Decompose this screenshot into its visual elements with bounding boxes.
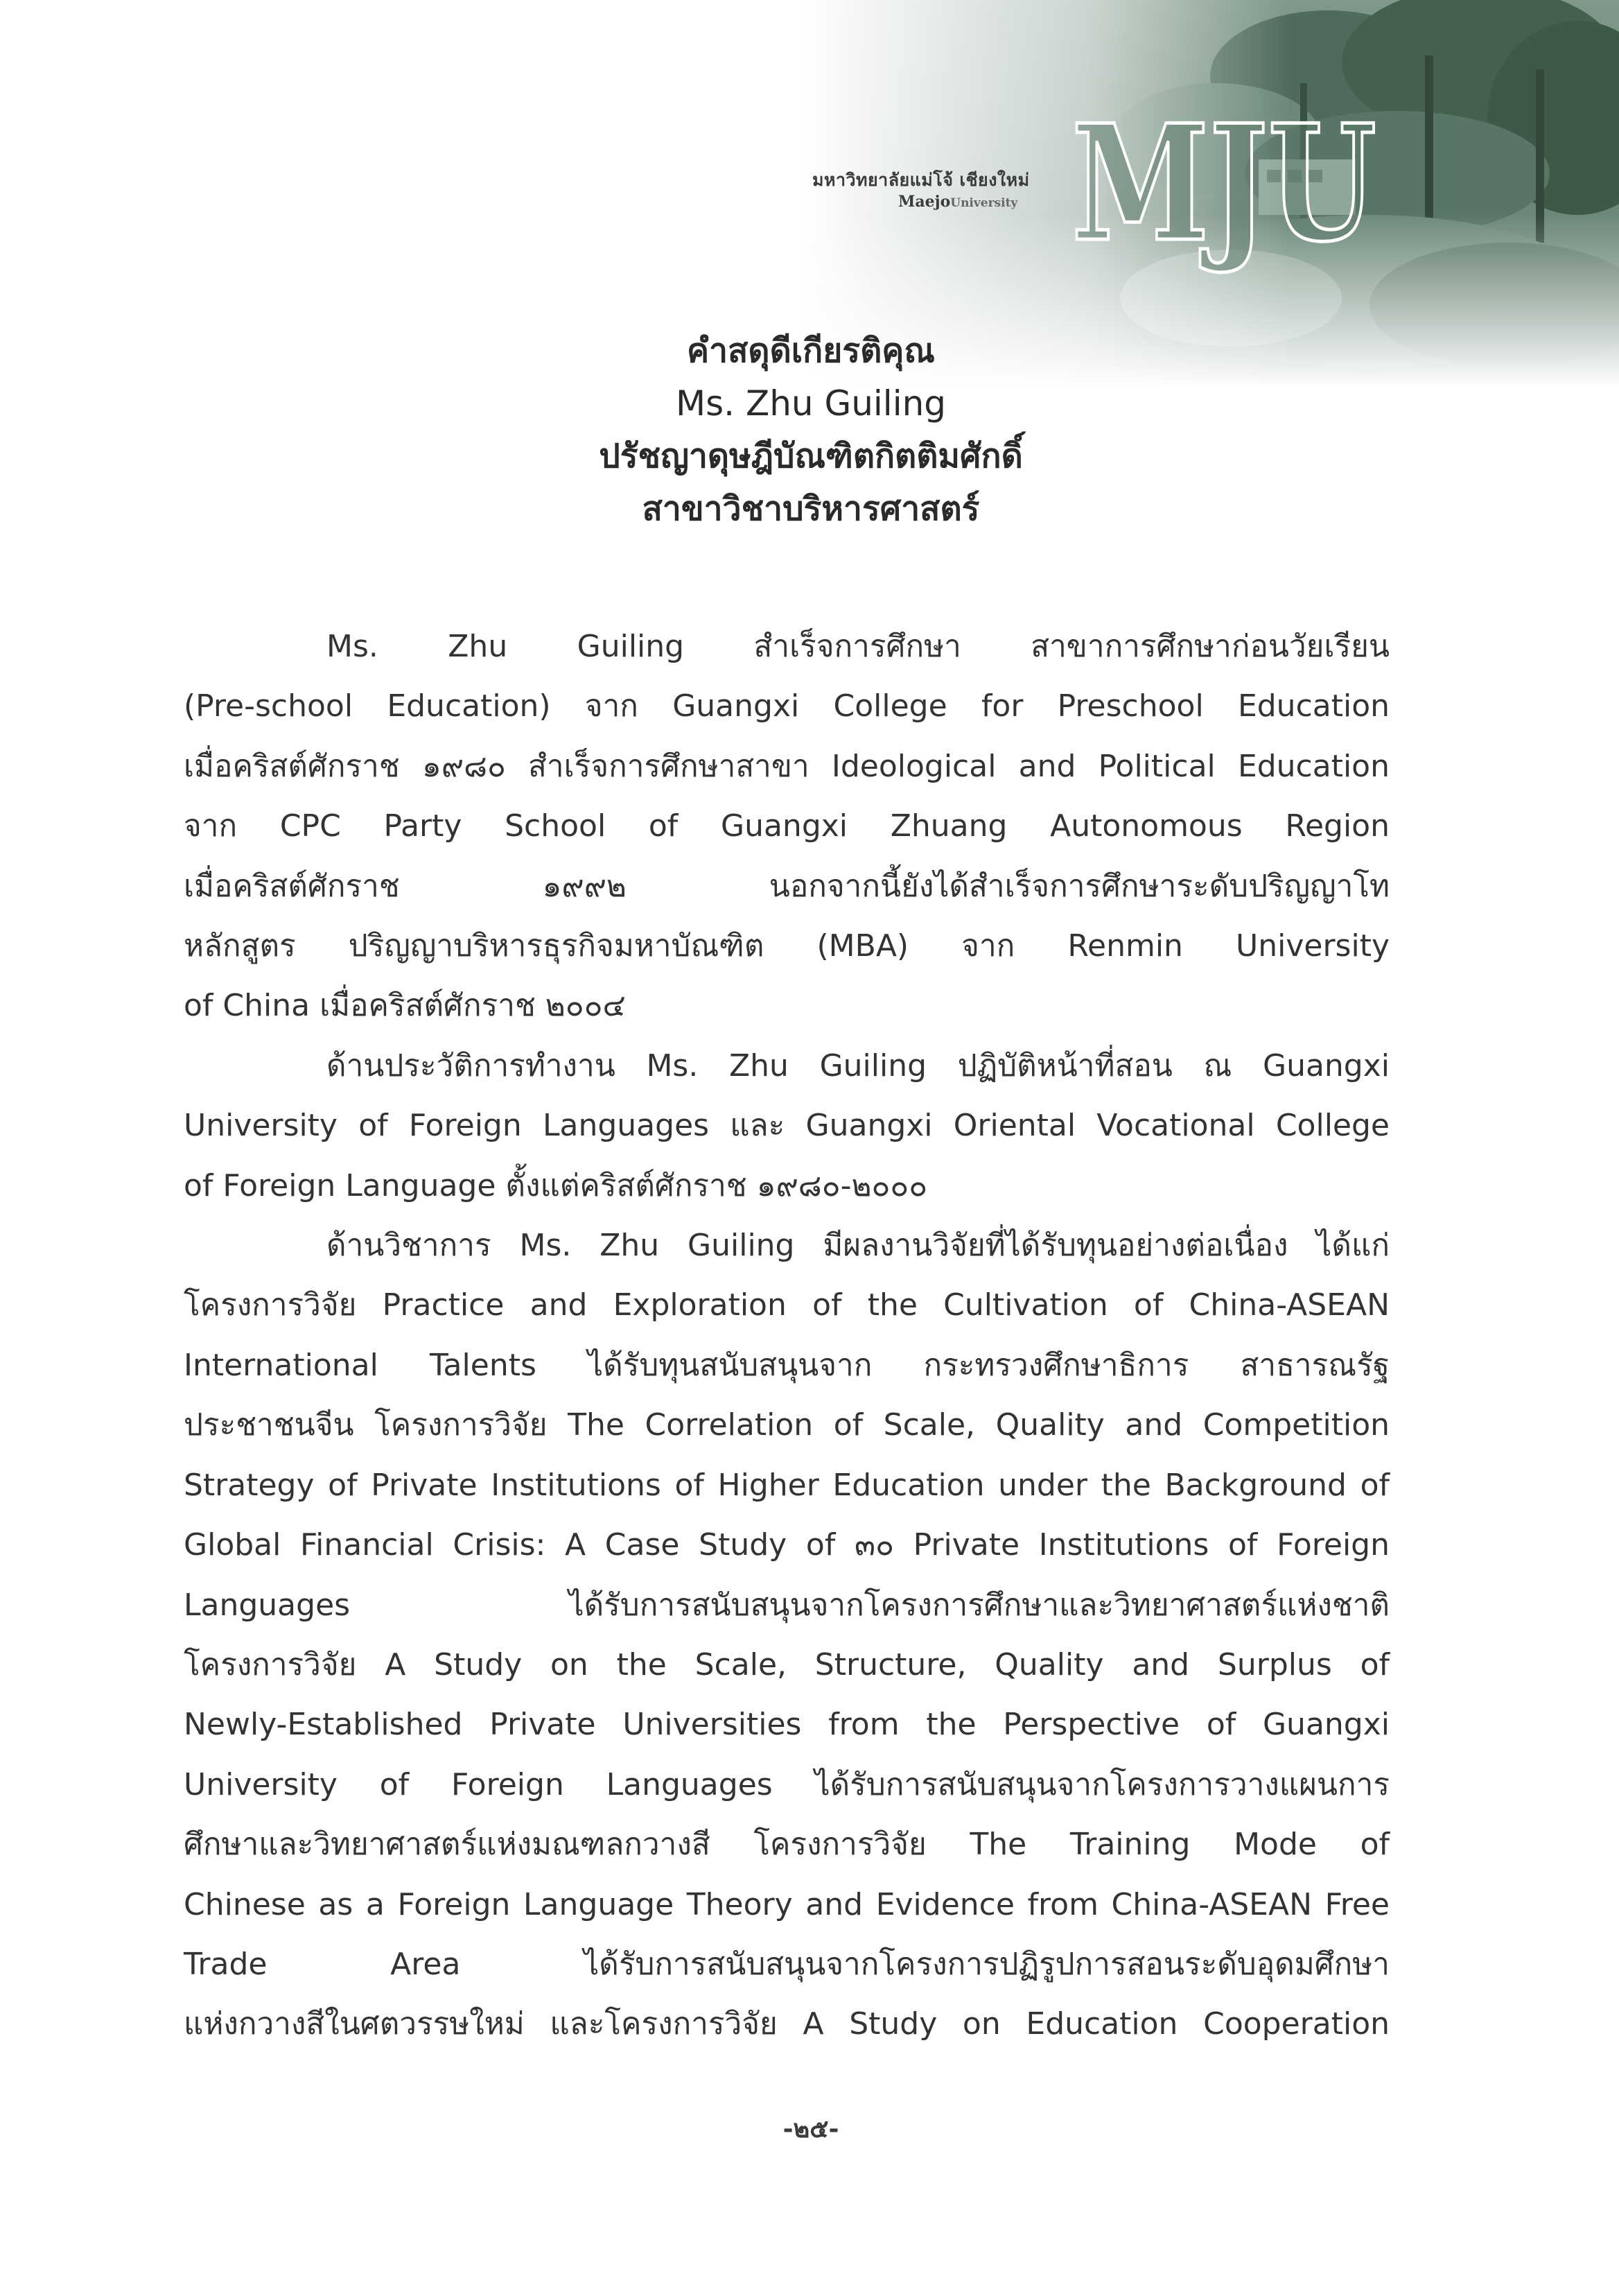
body-line: โครงการวิจัย A Study on the Scale, Structure, Quality and Surplus of	[184, 1646, 1390, 1682]
body-line: Global Financial Crisis: A Case Study of ๓๐ Private Institutions of Foreign	[184, 1527, 1390, 1563]
university-name-english-main: Maejo	[898, 193, 951, 211]
body-line: หลักสูตร ปริญญาบริหารธุรกิจมหาบัณฑิต (MBA) จาก Renmin University	[184, 928, 1390, 964]
body-line: ด้านประวัติการทำงาน Ms. Zhu Guiling ปฏิบัติหน้าที่สอน ณ Guangxi	[326, 1047, 1390, 1084]
body-line: Trade Area ได้รับการสนับสนุนจากโครงการปฏิรูปการสอนระดับอุดมศึกษา	[184, 1946, 1390, 1982]
body-line: แห่งกวางสีในศตวรรษใหม่ และโครงการวิจัย A Study on Education Cooperation	[184, 2006, 1390, 2042]
body-line: ด้านวิชาการ Ms. Zhu Guiling มีผลงานวิจัยที่ได้รับทุนอย่างต่อเนื่อง ได้แก่	[326, 1228, 1390, 1264]
body-line: Strategy of Private Institutions of Higher Education under the Background of	[184, 1467, 1390, 1503]
body-line: University of Foreign Languages และ Guangxi Oriental Vocational College	[184, 1108, 1390, 1144]
degree-title: ปรัชญาดุษฎีบัณฑิตกิตติมศักดิ์	[599, 437, 1023, 476]
body-line: Ms. Zhu Guiling สำเร็จการศึกษา สาขาการศึกษาก่อนวัยเรียน	[326, 629, 1390, 664]
citation-heading: คำสดุดีเกียรติคุณ	[687, 331, 935, 370]
body-line: Languages ได้รับการสนับสนุนจากโครงการศึกษาและวิทยาศาสตร์แห่งชาติ	[184, 1587, 1390, 1623]
body-line: จาก CPC Party School of Guangxi Zhuang Autonomous Region	[184, 808, 1390, 844]
field-of-study: สาขาวิชาบริหารศาสตร์	[642, 489, 980, 528]
body-line: of Foreign Language ตั้งแต่คริสต์ศักราช ๑๙๘๐-๒๐๐๐	[184, 1167, 928, 1203]
body-line: (Pre-school Education) จาก Guangxi College for Preschool Education	[184, 688, 1390, 724]
university-name-english-suffix: University	[950, 196, 1018, 210]
body-line: เมื่อคริสต์ศักราช ๑๙๘๐ สำเร็จการศึกษาสาขา Ideological and Political Education	[184, 748, 1390, 784]
body-line: ประชาชนจีน โครงการวิจัย The Correlation of Scale, Quality and Competition	[184, 1407, 1390, 1443]
body-line: โครงการวิจัย Practice and Exploration of the Cultivation of China-ASEAN	[184, 1287, 1390, 1323]
body-line: University of Foreign Languages ได้รับการสนับสนุนจากโครงการวางแผนการ	[184, 1766, 1390, 1802]
university-name-english	[898, 193, 1017, 211]
citation-body	[184, 617, 1390, 2055]
body-line: ศึกษาและวิทยาศาสตร์แห่งมณฑลกวางสี โครงการวิจัย The Training Mode of	[184, 1827, 1390, 1863]
body-line: Chinese as a Foreign Language Theory and Evidence from China-ASEAN Free	[184, 1886, 1390, 1922]
honoree-name: Ms. Zhu Guiling	[675, 383, 947, 424]
title-block	[347, 324, 1275, 535]
body-line: Newly-Established Private Universities from the Perspective of Guangxi	[184, 1707, 1390, 1743]
mju-logo-text: MJU	[1071, 90, 1376, 277]
university-name-thai: มหาวิทยาลัยแม่โจ้ เชียงใหม่	[812, 170, 1030, 190]
body-line: of China เมื่อคริสต์ศักราช ๒๐๐๔	[184, 988, 626, 1024]
mju-logo	[1065, 90, 1383, 277]
page-number: -๒๕-	[782, 2115, 839, 2143]
body-line: International Talents ได้รับทุนสนับสนุนจาก กระทรวงศึกษาธิการ สาธารณรัฐ	[184, 1347, 1390, 1383]
body-line: เมื่อคริสต์ศักราช ๑๙๙๒ นอกจากนี้ยังได้สำเร็จการศึกษาระดับปริญญาโท	[184, 868, 1390, 904]
